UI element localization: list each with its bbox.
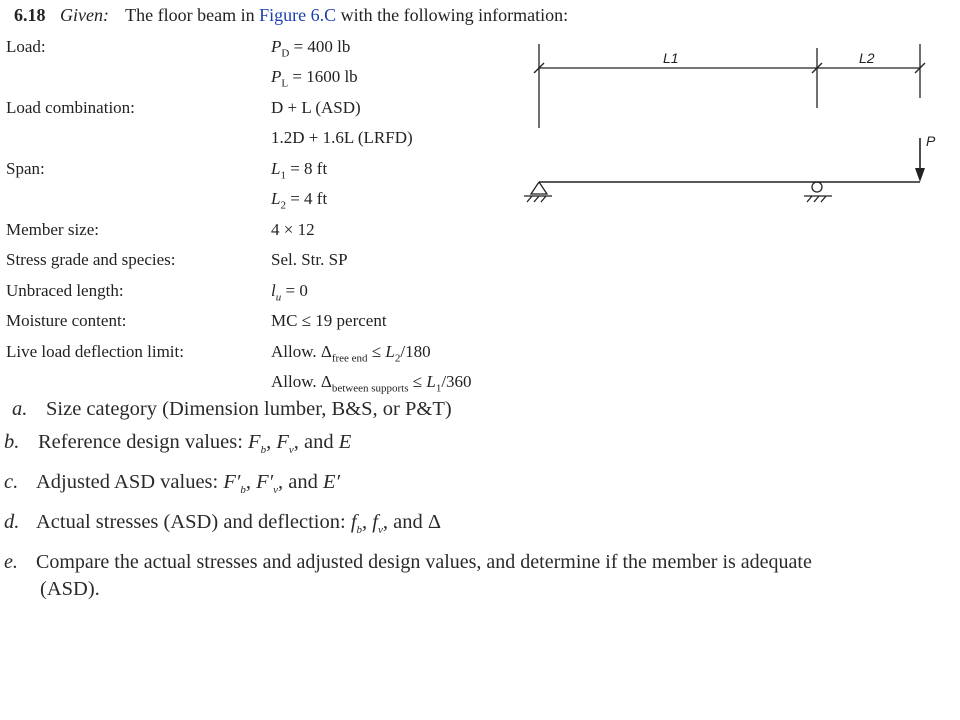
beam-diagram (520, 40, 940, 220)
problem-header (14, 5, 568, 26)
roller-support (804, 182, 832, 202)
combo-label: Load combination: (6, 98, 135, 117)
l2-value: $L_2 = 4$ ft (271, 189, 328, 212)
question-a: a. Size category (Dimension lumber, B&S, or P&T) (12, 398, 452, 420)
label-l1: L1 (663, 50, 679, 66)
span-label: Span: (6, 159, 45, 178)
deflection-label: Live load deflection limit: (6, 342, 184, 361)
question-c: c. Adjusted ASD values: $F'_b$, $F'_v$, and E′ (4, 471, 341, 497)
label-p: P (926, 133, 936, 149)
figure-link[interactable]: Figure 6.C (259, 5, 337, 25)
deflection-free-end: Allow. $\Delta_{free end} \le L_2/180$ (271, 342, 431, 365)
pin-support (524, 182, 552, 202)
lu-value: $l_u = 0$ (271, 281, 308, 304)
given-label: Given: (60, 5, 109, 25)
question-b: b. Reference design values: $F_b$, $F_v$, and E (4, 431, 352, 457)
member-label: Member size: (6, 220, 99, 239)
stress-value: Sel. Str. SP (271, 250, 348, 269)
question-e: e. Compare the actual stresses and adjusted design values, and determine if the member is adequate (4, 551, 812, 573)
pl-value: $P_L = 1600$ lb (271, 67, 358, 90)
header-text-after: with the following information: (340, 5, 569, 25)
stress-label: Stress grade and species: (6, 250, 176, 269)
l1-value: $L_1 = 8$ ft (271, 159, 328, 182)
moisture-value: MC ≤ 19 percent (271, 311, 387, 330)
problem-number: 6.18 (14, 5, 46, 25)
pd-value: $P_D = 400$ lb (271, 37, 351, 60)
combo-asd: D + L (ASD) (271, 98, 361, 117)
label-l2: L2 (859, 50, 875, 66)
combo-lrfd: 1.2D + 1.6L (LRFD) (271, 128, 413, 147)
load-label: Load: (6, 37, 46, 56)
unbraced-label: Unbraced length: (6, 281, 124, 300)
load-arrow-head (915, 168, 925, 182)
header-text-before: The floor beam in (125, 5, 255, 25)
deflection-between-supports: Allow. $\Delta_{between supports} \le L_1/360$ (271, 372, 472, 395)
question-e-continued: (ASD). (40, 578, 100, 600)
question-d: d. Actual stresses (ASD) and deflection: $f_b$, $f_v$, and Δ (4, 511, 442, 537)
moisture-label: Moisture content: (6, 311, 127, 330)
member-value: 4 × 12 (271, 220, 315, 239)
